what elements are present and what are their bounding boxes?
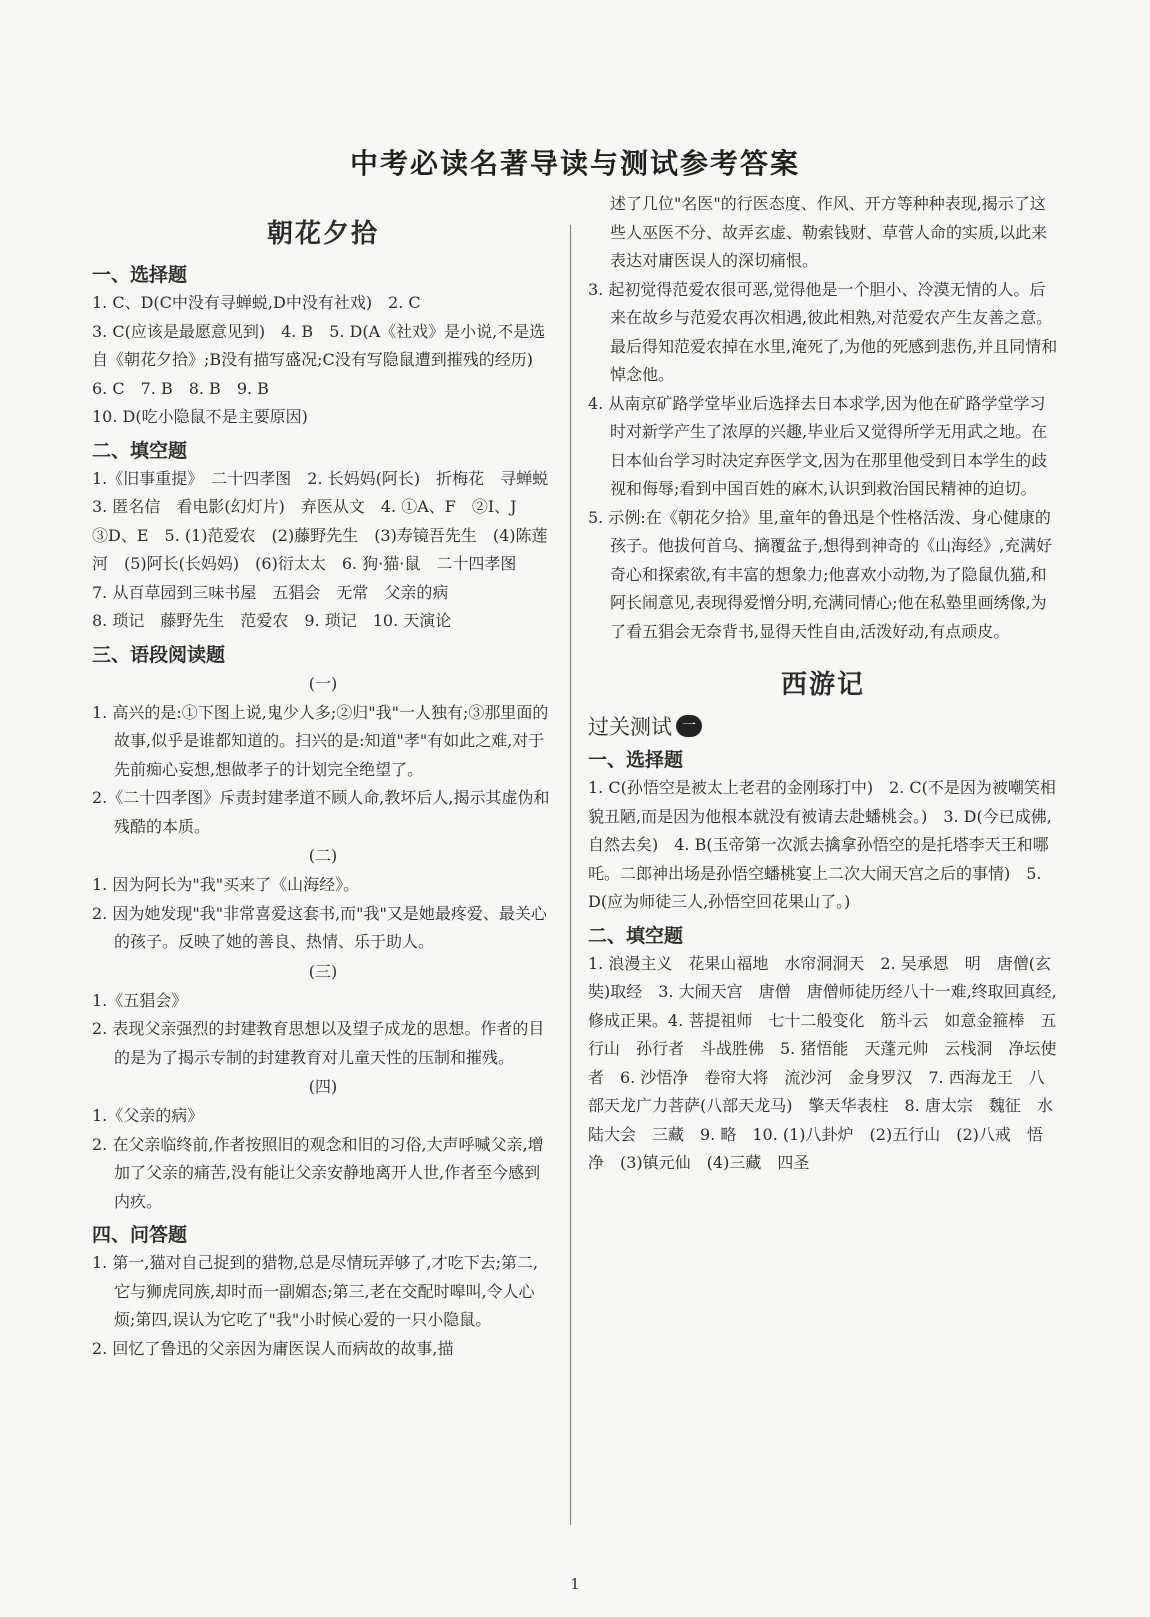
book-title-xiyouji: 西游记 bbox=[780, 670, 865, 700]
answer-line: 3. C(应该是最愿意见到) 4. B 5. D(A《社戏》是小说,不是选自《朝花夕拾》;B没有描写盛况;C没有写隐鼠遭到摧残的经历) 6. C 7. B 8. B 9. B bbox=[92, 321, 550, 398]
passage-number: (一) bbox=[308, 673, 338, 693]
answer-paragraph: 1. 浪漫主义 花果山福地 水帘洞洞天 2. 吴承恩 明 唐僧(玄奘)取经 3. 大闹天宫 唐僧 唐僧师徒历经八十一难,终取回真经,修成正果。4. 菩提祖师 七十二般变化 筋斗云 如意金箍棒 五行山 孙行者 斗战胜佛 5. 猪悟能 天蓬元帅 云栈洞 净坛使者 6. 沙悟净 卷帘大将 流沙河 金身罗汉 7. 西海龙王 八部天龙广力菩萨(八部天龙马) 擎天华表柱 8. 唐太宗 魏征 水陆大会 三藏 9. 略 10. (1)八卦炉 (2)五行山 (2)八戒 悟净 (3)镇元仙 (4)三藏 四圣 bbox=[588, 953, 1057, 1172]
answer-continuation: 述了几位"名医"的行医态度、作风、开方等种种表现,揭示了这些人巫医不分、故弄玄虚、勒索钱财、草菅人命的实质,以此来表达对庸医误人的深切痛恨。 bbox=[610, 194, 1048, 270]
passage-number: (四) bbox=[308, 1077, 338, 1096]
section-heading: 二、填空题 bbox=[588, 924, 684, 947]
passage-number: (二) bbox=[308, 846, 338, 865]
test-number-badge: 一 bbox=[676, 715, 702, 737]
test-heading bbox=[588, 711, 1058, 741]
column-divider bbox=[570, 225, 571, 1525]
answer-line: 1. C、D(C中没有寻蝉蜕,D中没有社戏) 2. C bbox=[92, 293, 421, 312]
answer-paragraph: 1. C(孙悟空是被太上老君的金刚琢打中) 2. C(不是因为被嘲笑相貌丑陋,而是因为他根本就没有被请去赴蟠桃会。) 3. D(今已成佛,自然去矣) 4. B(玉帝第一次派去擒拿孙悟空的是托塔李天王和哪吒。二郎神出场是孙悟空蟠桃宴上二次大闹天宫之后的事情) 5. D(应为师徒三人,孙悟空回花果山了。) bbox=[588, 778, 1056, 911]
section-heading: 一、选择题 bbox=[588, 749, 684, 771]
section-heading: 一、选择题 bbox=[92, 264, 188, 286]
left-column bbox=[92, 205, 565, 1363]
answer-item: 4. 从南京矿路学堂毕业后选择去日本求学,因为他在矿路学堂学习时对新学产生了浓厚的兴趣,毕业后又觉得所学无用武之地。在日本仙台学习时决定弃医学文,因为在那里他受到日本学生的歧视和侮辱;看到中国百姓的麻木,认识到救治国民精神的迫切。 bbox=[588, 393, 1048, 498]
answer-item: 2.《二十四孝图》斥责封建孝道不顾人命,教坏后人,揭示其虚伪和残酷的本质。 bbox=[92, 788, 550, 836]
answer-item: 1. 高兴的是:①下图上说,鬼少人多;②归"我"一人独有;③那里面的故事,似乎是谁都知道的。扫兴的是:知道"孝"有如此之难,对于先前痴心妄想,想做孝子的计划完全绝望了。 bbox=[92, 702, 549, 779]
answer-item: 2. 回忆了鲁迅的父亲因为庸医误人而病故的故事,描 bbox=[92, 1338, 454, 1358]
answer-item: 1. 因为阿长为"我"买来了《山海经》。 bbox=[92, 875, 360, 894]
answer-item: 2. 因为她发现"我"非常喜爱这套书,而"我"又是她最疼爱、最关心的孩子。反映了她的善良、热情、乐于助人。 bbox=[92, 903, 547, 951]
answer-item: 3. 起初觉得范爱农很可恶,觉得他是一个胆小、冷漠无情的人。后来在故乡与范爱农再次相遇,彼此相熟,对范爱农产生友善之意。最后得知范爱农掉在水里,淹死了,为他的死感到悲伤,并且同情和悼念他。 bbox=[588, 279, 1058, 384]
section-heading: 四、问答题 bbox=[92, 1224, 188, 1246]
test-label: 过关测试 bbox=[588, 715, 672, 739]
right-column bbox=[588, 190, 1058, 1178]
answer-item: 2. 表现父亲强烈的封建教育思想以及望子成龙的思想。作者的目的是为了揭示专制的封建教育对儿童天性的压制和摧残。 bbox=[92, 1019, 545, 1067]
section-heading: 二、填空题 bbox=[92, 439, 188, 462]
book-title-zhaohuaxishi: 朝花夕拾 bbox=[266, 219, 379, 249]
answer-line: 10. D(吃小隐鼠不是主要原因) bbox=[92, 407, 308, 426]
section-heading: 三、语段阅读题 bbox=[92, 643, 226, 666]
answer-item: 5. 示例:在《朝花夕拾》里,童年的鲁迅是个性格活泼、身心健康的孩子。他拔何首乌、摘覆盆子,想得到神奇的《山海经》,充满好奇心和探索欲,有丰富的想象力;他喜欢小动物,为了隐鼠仇猫,和阿长闹意见,表现得爱憎分明,充满同情心;他在私塾里画绣像,为了看五猖会无奈背书,显得天性自由,活泼好动,有点顽皮。 bbox=[588, 507, 1053, 641]
answer-item: 1. 第一,猫对自己捉到的猎物,总是尽情玩弄够了,才吃下去;第二,它与狮虎同族,却时而一副媚态;第三,老在交配时嗥叫,令人心烦;第四,误认为它吃了"我"小时候心爱的一只小隐鼠。 bbox=[92, 1253, 539, 1329]
answer-item: 1.《五猖会》 bbox=[92, 990, 188, 1010]
answer-line: 7. 从百草园到三味书屋 五猖会 无常 父亲的病 bbox=[92, 582, 449, 602]
answer-line: 8. 琐记 藤野先生 范爱农 9. 琐记 10. 天演论 bbox=[92, 611, 452, 630]
answer-item: 1.《父亲的病》 bbox=[92, 1106, 204, 1125]
answer-line: 1.《旧事重提》 二十四孝图 2. 长妈妈(阿长) 折梅花 寻蝉蜕 3. 匿名信 看电影(幻灯片) 弃医从文 4. ①A、F ②I、J ③D、E 5. (1)范爱农 (2)藤野先生 (3)寿镜吾先生 (4)陈莲河 (5)阿长(长妈妈) (6)衍太太 6. 狗·猫·鼠 二十四孝图 bbox=[92, 468, 565, 573]
passage-number: (三) bbox=[308, 961, 338, 981]
page-number: 1 bbox=[570, 1575, 580, 1593]
page-title: 中考必读名著导读与测试参考答案 bbox=[349, 147, 800, 180]
answer-item: 2. 在父亲临终前,作者按照旧的观念和旧的习俗,大声呼喊父亲,增加了父亲的痛苦,没有能让父亲安静地离开人世,作者至今感到内疚。 bbox=[92, 1134, 544, 1211]
